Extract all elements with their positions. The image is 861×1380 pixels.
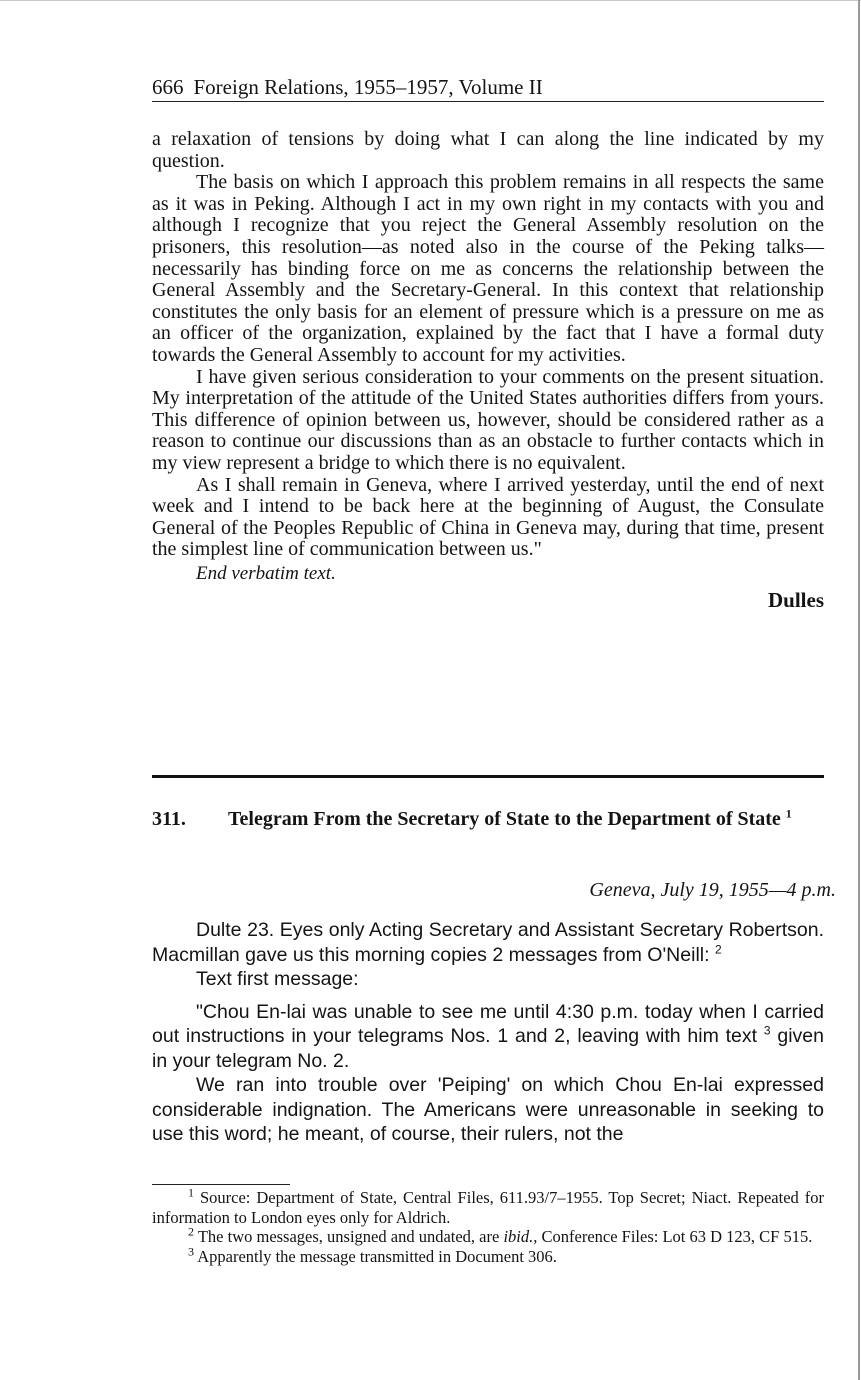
footnote-marker: 3 xyxy=(188,1244,194,1258)
footnote-separator xyxy=(152,1184,290,1185)
paragraph: As I shall remain in Geneva, where I arrived yesterday, until the end of next week and I intend to be back here at the beginning of August, the Consulate General of the Peoples Republic of China in Geneva may, during that time, present the simplest line of communication between us." xyxy=(152,473,824,561)
footnotes xyxy=(152,1185,825,1266)
footnote-ref[interactable]: 3 xyxy=(763,1023,771,1038)
closing-note: End verbatim text. xyxy=(196,562,336,584)
place-date: Geneva, July 19, 1955—4 p.m. xyxy=(589,879,836,901)
footnote-ref[interactable]: 1 xyxy=(785,806,792,821)
footnote-marker: 1 xyxy=(188,1185,194,1200)
document-number: 311. xyxy=(152,808,186,830)
paragraph: Text first message: xyxy=(196,968,359,990)
footnote xyxy=(152,1185,825,1227)
paragraph: I have given serious consideration to your comments on the present situation. My interpretation of the attitude of the United States authorities differs from yours. This difference of opinion between us, however, should be considered rather as a reason to continue our discussions than as an obstacle to further contacts which in my view represent a bridge to which there is no equivalent. xyxy=(152,365,824,474)
telegram-body xyxy=(152,918,824,1147)
footnote-marker: 2 xyxy=(188,1224,194,1239)
footnote-text: Source: Department of State, Central Files, 611.93/7–1955. Top Secret; Niact. Repeated for information to London eyes only for Aldrich. xyxy=(152,1188,825,1227)
footnote xyxy=(152,1224,824,1247)
paragraph: The basis on which I approach this problem remains in all respects the same as it was in Peking. Although I act in my own right in my contacts with you and although I recognize that you reject the General Assembly resolution on the prisoners, this resolution—as noted also in the course of the Peking talks—necessarily has binding force on me as concerns the relationship between the General Assembly and the Secretary-General. In this context that relationship constitutes the only basis for an element of pressure which is a pressure on me as an officer of the organization, explained by the fact that I have a formal duty towards the General Assembly to account for my activities. xyxy=(152,171,824,366)
paragraph xyxy=(152,1000,824,1074)
footnote-text: Conference Files: Lot 63 D 123, CF 515. xyxy=(541,1227,813,1246)
footnote-ibid: ibid., xyxy=(503,1227,538,1246)
paragraph: a relaxation of tensions by doing what I can along the line indicated by my question. xyxy=(152,128,824,172)
paragraph: We ran into trouble over 'Peiping' on which Chou En-lai expressed considerable indignation. The Americans were unreasonable in seeking to use this word; he meant, of course, their rulers, not the xyxy=(152,1074,824,1145)
paragraph-text: Dulte 23. Eyes only Acting Secretary and Assistant Secretary Robertson. Macmillan gave us this morning copies 2 messages from O'Neill: xyxy=(152,919,824,966)
continued-document-text xyxy=(152,129,824,612)
scan-top-edge xyxy=(0,0,861,1)
running-title: Foreign Relations, 1955–1957, Volume II xyxy=(193,75,543,99)
footnote-text: Apparently the message transmitted in Document 306. xyxy=(197,1246,557,1266)
page-number: 666 xyxy=(152,75,184,99)
document-title xyxy=(228,806,828,832)
document-title-text: Telegram From the Secretary of State to the Department of State xyxy=(228,808,781,830)
section-divider xyxy=(152,775,824,778)
paragraph xyxy=(152,918,824,967)
paragraph-text: given in your telegram No. 2. xyxy=(152,1025,824,1072)
scan-right-edge xyxy=(858,0,860,1380)
footnote-text: The two messages, unsigned and undated, are xyxy=(197,1227,500,1246)
running-header xyxy=(152,74,824,102)
footnote-ref[interactable]: 2 xyxy=(714,942,722,956)
footnote xyxy=(152,1244,824,1267)
paragraph-text: "Chou En-lai was unable to see me until 4:30 p.m. today when I carried out instructions in your telegrams Nos. 1 and 2, leaving with him text xyxy=(152,1000,824,1047)
signature: Dulles xyxy=(767,588,824,613)
